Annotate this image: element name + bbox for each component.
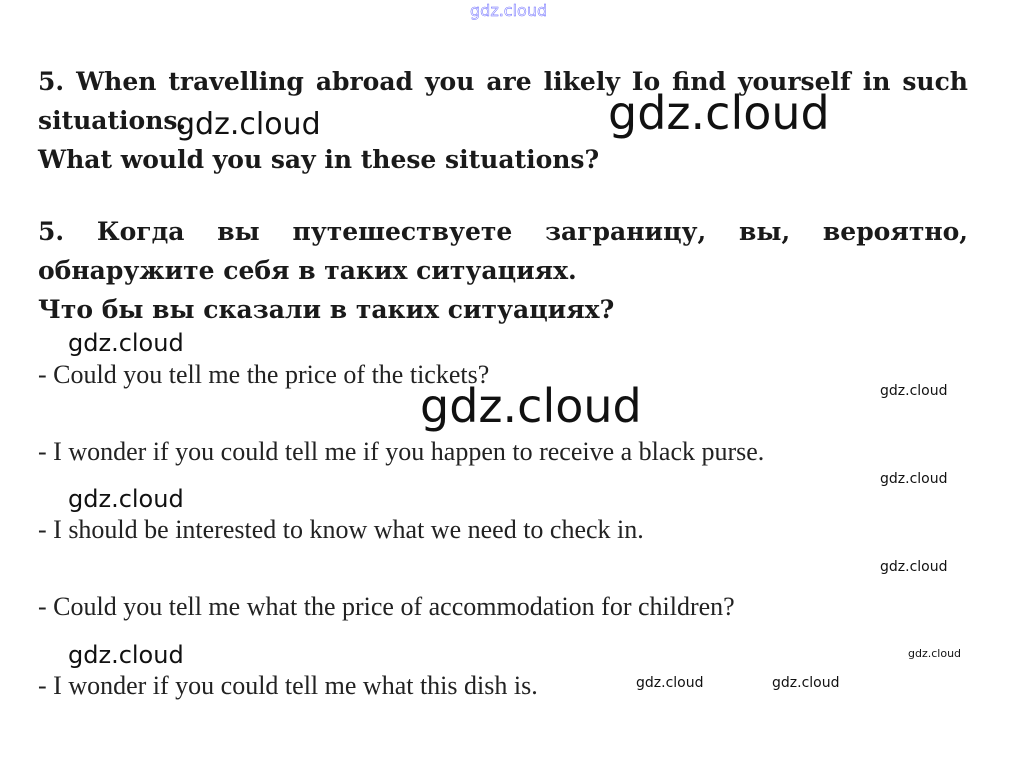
watermark-top: gdz.cloud [470,1,548,20]
watermark: gdz.cloud [908,647,962,660]
watermark: gdz.cloud [880,383,948,399]
task-english-instruction: 5. When travelling abroad you are likely Io find yourself in such situations. [38,67,968,135]
task-russian [38,212,968,329]
task-russian-question: Что бы вы сказали в таких ситуациях? [38,295,615,324]
watermark: gdz.cloud [68,329,184,357]
task-russian-instruction: 5. Когда вы путешествуете заграницу, вы, вероятно, обнаружите себя в таких ситуациях. [38,217,968,285]
watermark: gdz.cloud [176,107,321,142]
watermark: gdz.cloud [68,641,184,669]
answer-line: - I wonder if you could tell me if you happen to receive a black purse. [38,437,765,466]
watermark: gdz.cloud [68,485,184,513]
answer-line: - I should be interested to know what we need to check in. [38,515,644,544]
watermark: gdz.cloud [772,675,840,691]
watermark: gdz.cloud [420,379,642,433]
watermark: gdz.cloud [608,86,830,140]
watermark: gdz.cloud [880,471,948,487]
answer-line: - Could you tell me what the price of accommodation for children? [38,592,735,621]
answer-line: - I wonder if you could tell me what this dish is. [38,671,538,700]
watermark: gdz.cloud [636,675,704,691]
watermark: gdz.cloud [880,559,948,575]
answer-line: - Could you tell me the price of the tickets? [38,360,490,389]
task-english-question: What would you say in these situations? [38,145,600,174]
